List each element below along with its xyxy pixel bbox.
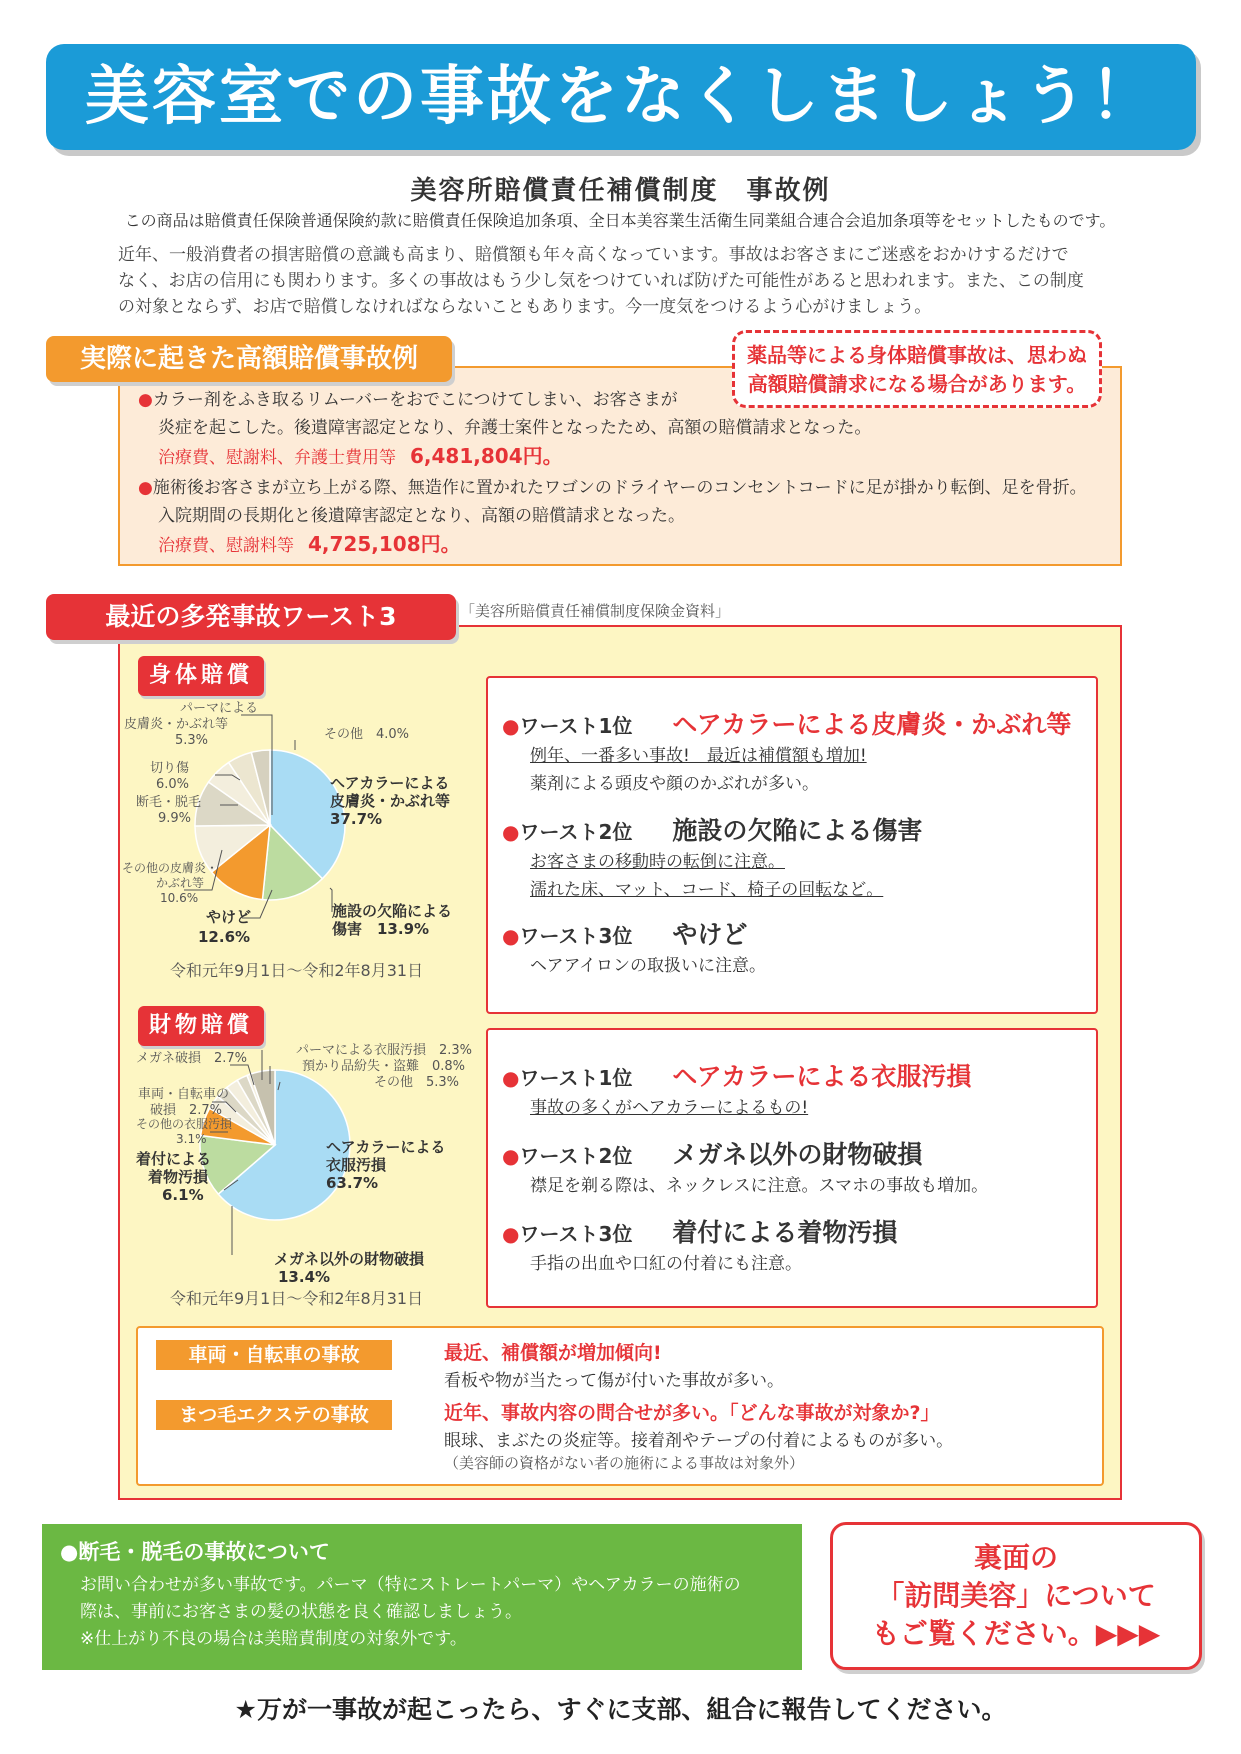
legend-other-skin: その他の皮膚炎・かぶれ等 10.6%: [122, 861, 219, 905]
rank-title: ヘアカラーによる衣服汚損: [672, 1062, 972, 1091]
eyelash-accident-note: （美容師の資格がない者の施術による事故は対象外）: [444, 1454, 805, 1472]
rank-desc: 例年、一番多い事故! 最近は補償額も増加!: [530, 746, 867, 766]
bullet: ●: [138, 478, 153, 498]
eyelash-accident-head: 近年、事故内容の問合せが多い。「どんな事故が対象か?」: [444, 1402, 940, 1424]
rank-item: ●ワースト3位 着付による着物汚損 手指の出血や口紅の付着にも注意。: [502, 1216, 897, 1278]
legend-hair-loss: 断毛・脱毛 9.9%: [136, 795, 202, 826]
rank-label: ワースト3位: [519, 1222, 633, 1246]
rank-label: ワースト2位: [519, 820, 633, 844]
vehicle-accident-head: 最近、補償額が増加傾向!: [444, 1342, 662, 1364]
body-period: 令和元年9月1日～令和2年8月31日: [170, 961, 424, 980]
rank-item: ●ワースト1位 ヘアカラーによる皮膚炎・かぶれ等 例年、一番多い事故! 最近は補償額も増加! 薬剤による頭皮や顔のかぶれが多い。: [502, 708, 1071, 798]
rank-desc: 濡れた床、マット、コード、椅子の回転など。: [530, 880, 884, 900]
legend-hair-color: ヘアカラーによる皮膚炎・かぶれ等 37.7%: [330, 774, 451, 828]
legend-other-clothes: その他の衣服汚損 3.1%: [136, 1117, 233, 1146]
intro-line: の対象とならず、お店で賠償しなければならないこともあります。今一度気をつけるよう心がけましょう。: [118, 297, 932, 317]
rank-desc: 手指の出血や口紅の付着にも注意。: [530, 1254, 802, 1274]
hair-loss-line: お問い合わせが多い事故です。パーマ（特にストレートパーマ）やヘアカラーの施術の: [80, 1575, 741, 1595]
hair-loss-line: ※仕上がり不良の場合は美賠責制度の対象外です。: [80, 1629, 467, 1649]
rank-desc: お客さまの移動時の転倒に注意。: [530, 852, 785, 872]
worst3-tab: 最近の多発事故ワースト3: [46, 594, 456, 640]
legend-other: その他 5.3%: [374, 1075, 460, 1090]
legend-kimono: 着付による着物汚損 6.1%: [136, 1150, 212, 1204]
legend-non-glasses: メガネ以外の財物破損 13.4%: [274, 1250, 425, 1286]
intro-line: 近年、一般消費者の損害賠償の意識も高まり、賠償額も年々高くなっています。事故はお客さまにご迷惑をおかけするだけで: [118, 245, 1069, 265]
rank-label: ワースト3位: [519, 924, 633, 948]
hair-loss-line: 際は、事前にお客さまの髪の状態を良く確認しましょう。: [80, 1602, 522, 1622]
footer-notice: ★万が一事故が起こったら、すぐに支部、組合に報告してください。: [234, 1695, 1007, 1724]
body-injury-label: 身体賠償: [138, 656, 264, 696]
legend-glasses: メガネ破損 2.7%: [136, 1051, 248, 1066]
rank-title: やけど: [672, 920, 748, 949]
callout-line: 薬品等による身体賠償事故は、思わぬ: [747, 343, 1087, 367]
rank-title: メガネ以外の財物破損: [672, 1140, 923, 1169]
legend-vehicle: 車両・自転車の破損 2.7%: [138, 1087, 230, 1118]
case-2: [138, 474, 1087, 560]
legend-burn: やけど 12.6%: [198, 908, 252, 946]
case-cost: [138, 442, 871, 472]
legend-hair-color: ヘアカラーによる衣服汚損 63.7%: [326, 1138, 446, 1192]
intro-line: なく、お店の信用にも関わります。多くの事故はもう少し気をつけていれば防げた可能性があると思われます。また、この制度: [118, 271, 1084, 291]
page-title: 美容室での事故をなくしましょう！: [46, 44, 1196, 150]
reverse-line: 「訪問美容」について: [876, 1579, 1156, 1612]
body-pie-chart: [120, 700, 480, 990]
legend-lost: 預かり品紛失・盗難 0.8%: [302, 1059, 466, 1074]
cost-amount: 6,481,804円。: [410, 444, 563, 468]
rank-desc: 襟足を剃る際は、ネックレスに注意。スマホの事故も増加。: [530, 1176, 989, 1196]
rank-desc: ヘアアイロンの取扱いに注意。: [530, 956, 766, 976]
legend-cut: 切り傷 6.0%: [150, 761, 190, 792]
property-damage-label: 財物賠償: [138, 1006, 264, 1046]
legend-perm: パーマによる皮膚炎・かぶれ等 5.3%: [124, 701, 259, 748]
property-pie-chart: [120, 1040, 480, 1290]
rank-item: ●ワースト3位 やけど ヘアアイロンの取扱いに注意。: [502, 918, 766, 980]
cost-amount: 4,725,108円。: [308, 532, 461, 556]
pie-slices: [195, 750, 345, 900]
legend-perm-clothes: パーマによる衣服汚損 2.3%: [296, 1043, 473, 1058]
source-note: 「美容所賠償責任補償制度保険金資料」: [460, 602, 731, 620]
eyelash-accident-tag: まつ毛エクステの事故: [156, 1400, 392, 1430]
rank-label: ワースト1位: [519, 1066, 633, 1090]
case-line: 炎症を起こした。後遺障害認定となり、弁護士案件となったため、高額の賠償請求となった。: [158, 418, 872, 438]
callout-line: 高額賠償請求になる場合があります。: [747, 372, 1087, 396]
legend-other: その他 4.0%: [324, 727, 410, 742]
rank-title: 施設の欠陥による傷害: [672, 816, 923, 845]
vehicle-accident-text: 看板や物が当たって傷が付いた事故が多い。: [444, 1371, 784, 1391]
rank-item: ●ワースト2位 メガネ以外の財物破損 襟足を剃る際は、ネックレスに注意。スマホの事故も増加。: [502, 1138, 988, 1200]
rank-title: 着付による着物汚損: [672, 1218, 898, 1247]
case-cost: [138, 530, 1087, 560]
rank-item: ●ワースト1位 ヘアカラーによる衣服汚損 事故の多くがヘアカラーによるもの!: [502, 1060, 971, 1122]
vehicle-accident-tag: 車両・自転車の事故: [156, 1340, 392, 1370]
reverse-line: もご覧ください。▶▶▶: [871, 1617, 1161, 1650]
case-line: 入院期間の長期化と後遺障害認定となり、高額の賠償請求となった。: [158, 506, 685, 526]
intro-text: [118, 242, 1130, 320]
hair-loss-info-box: [42, 1524, 802, 1670]
see-reverse-box: [830, 1522, 1202, 1670]
property-ranking-box: [486, 1028, 1098, 1308]
cost-label: 治療費、慰謝料等: [158, 536, 294, 556]
rank-item: ●ワースト2位 施設の欠陥による傷害 お客さまの移動時の転倒に注意。 濡れた床、マット、コード、椅子の回転など。: [502, 814, 922, 904]
insurance-note: この商品は賠償責任保険普通保険約款に賠償責任保険追加条項、全日本美容業生活衛生同業組合連合会追加条項等をセットしたものです。: [124, 211, 1116, 230]
eyelash-accident-text: 眼球、まぶたの炎症等。接着剤やテープの付着によるものが多い。: [444, 1431, 954, 1451]
bullet: ●: [138, 390, 153, 410]
rank-label: ワースト2位: [519, 1144, 633, 1168]
reverse-line: 裏面の: [973, 1541, 1058, 1574]
rank-title: ヘアカラーによる皮膚炎・かぶれ等: [672, 710, 1072, 739]
hair-loss-heading: ●断毛・脱毛の事故について: [60, 1540, 330, 1564]
case-line: 施術後お客さまが立ち上がる際、無造作に置かれたワゴンのドライヤーのコンセントコードに足が掛かり転倒、足を骨折。: [152, 478, 1087, 498]
high-claim-tab: 実際に起きた高額賠償事故例: [46, 336, 452, 382]
legend-facility: 施設の欠陥による傷害 13.9%: [332, 902, 453, 938]
property-period: 令和元年9月1日～令和2年8月31日: [170, 1289, 424, 1308]
rank-label: ワースト1位: [519, 714, 633, 738]
subtitle: 美容所賠償責任補償制度 事故例: [410, 176, 831, 206]
cost-label: 治療費、慰謝料、弁護士費用等: [158, 448, 396, 468]
callout-bubble: [732, 330, 1102, 408]
other-accidents-box: [136, 1326, 1104, 1486]
rank-desc: 事故の多くがヘアカラーによるもの!: [530, 1098, 809, 1118]
case-line: カラー剤をふき取るリムーバーをおでこにつけてしまい、お客さまが: [152, 390, 678, 410]
rank-desc: 薬剤による頭皮や顔のかぶれが多い。: [530, 774, 819, 794]
body-ranking-box: [486, 676, 1098, 1014]
